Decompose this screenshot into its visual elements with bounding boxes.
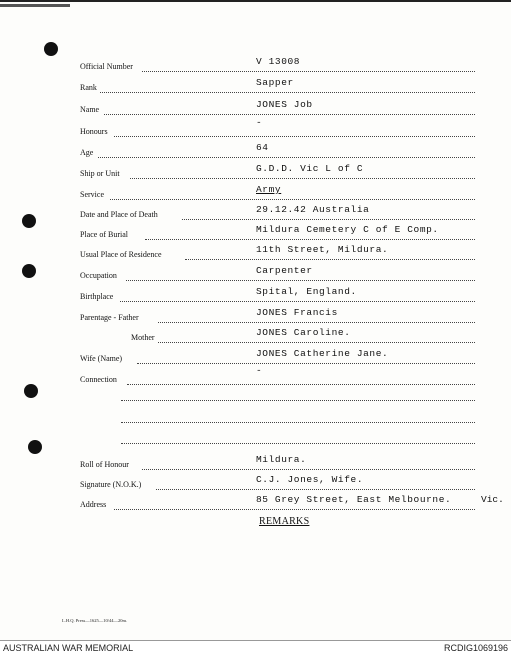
dotted-rule (126, 280, 475, 281)
field-label: Mother (131, 333, 155, 342)
dotted-rule (110, 199, 475, 200)
dotted-rule (156, 489, 475, 490)
field-value: JONES Francis (256, 307, 338, 318)
field-date-place-of-death (0, 204, 511, 224)
field-label: Honours (80, 127, 108, 136)
field-label: Occupation (80, 271, 117, 280)
field-place-of-burial (0, 224, 511, 244)
field-occupation (0, 265, 511, 285)
field-label: Ship or Unit (80, 169, 120, 178)
archive-footer (0, 640, 511, 655)
dotted-rule (104, 114, 475, 115)
field-rank (0, 77, 511, 97)
field-label: Rank (80, 83, 97, 92)
field-value: JONES Job (256, 99, 313, 110)
field-connection (0, 365, 511, 389)
connection-blank-line (121, 422, 475, 423)
field-signature-nok (0, 474, 511, 494)
field-label: Official Number (80, 62, 133, 71)
punch-hole (28, 440, 42, 454)
field-label: Date and Place of Death (80, 210, 158, 219)
field-roll-of-honour (0, 454, 511, 474)
field-parentage-mother (0, 327, 511, 347)
connection-blank-line (121, 443, 475, 444)
field-value: 29.12.42 Australia (256, 204, 370, 215)
scan-edge-mark (0, 4, 70, 7)
field-value: 85 Grey Street, East Melbourne. (256, 494, 452, 505)
field-age (0, 142, 511, 162)
field-value: Army (256, 184, 282, 195)
field-honours (0, 117, 511, 141)
dotted-rule (127, 384, 475, 385)
field-value: G.D.D. Vic L of C (256, 163, 364, 174)
dotted-rule (114, 509, 475, 510)
footer-institution: AUSTRALIAN WAR MEMORIAL (3, 643, 134, 653)
field-name (0, 99, 511, 119)
field-label: Address (80, 500, 107, 509)
field-parentage-father (0, 307, 511, 327)
field-value: Mildura Cemetery C of E Comp. (256, 224, 439, 235)
dotted-rule (100, 92, 475, 93)
dotted-rule (158, 342, 475, 343)
field-label: Usual Place of Residence (80, 250, 162, 259)
field-value: V 13008 (256, 56, 301, 67)
printer-imprint: L.H.Q. Press—1625—10/44—20m. (62, 618, 128, 623)
field-value: 11th Street, Mildura. (256, 244, 389, 255)
dotted-rule (158, 322, 475, 323)
field-label: Wife (Name) (80, 354, 123, 363)
field-value: Carpenter (256, 265, 313, 276)
field-label: Parentage - Father (80, 313, 139, 322)
field-service (0, 184, 511, 204)
dotted-rule (185, 259, 475, 260)
field-ship-or-unit (0, 163, 511, 183)
dotted-rule (142, 71, 475, 72)
field-label: Roll of Honour (80, 460, 129, 469)
field-value: - (256, 365, 263, 376)
field-value: JONES Caroline. (256, 327, 351, 338)
dotted-rule (114, 136, 475, 137)
field-label: Signature (N.O.K.) (80, 480, 142, 489)
dotted-rule (120, 301, 475, 302)
remarks-heading: REMARKS (259, 516, 310, 527)
address-state: Vic. (481, 494, 504, 505)
dotted-rule (142, 469, 475, 470)
footer-record-id: RCDIG1069196 (443, 643, 508, 653)
dotted-rule (145, 239, 475, 240)
field-address (0, 494, 511, 514)
dotted-rule (137, 363, 475, 364)
field-label: Age (80, 148, 94, 157)
field-value: Mildura. (256, 454, 307, 465)
field-usual-residence (0, 244, 511, 264)
field-value: JONES Catherine Jane. (256, 348, 389, 359)
field-label: Connection (80, 375, 117, 384)
connection-blank-line (121, 400, 475, 401)
dotted-rule (130, 178, 475, 179)
field-label: Place of Burial (80, 230, 128, 239)
field-value: 64 (256, 142, 269, 153)
field-label: Birthplace (80, 292, 114, 301)
punch-hole (44, 42, 58, 56)
field-value: Sapper (256, 77, 294, 88)
field-value: Spital, England. (256, 286, 357, 297)
field-label: Service (80, 190, 104, 199)
field-official-number (0, 56, 511, 76)
field-value: - (256, 117, 263, 128)
dotted-rule (182, 219, 475, 220)
dotted-rule (98, 157, 475, 158)
field-label: Name (80, 105, 100, 114)
field-value: C.J. Jones, Wife. (256, 474, 364, 485)
field-birthplace (0, 286, 511, 306)
